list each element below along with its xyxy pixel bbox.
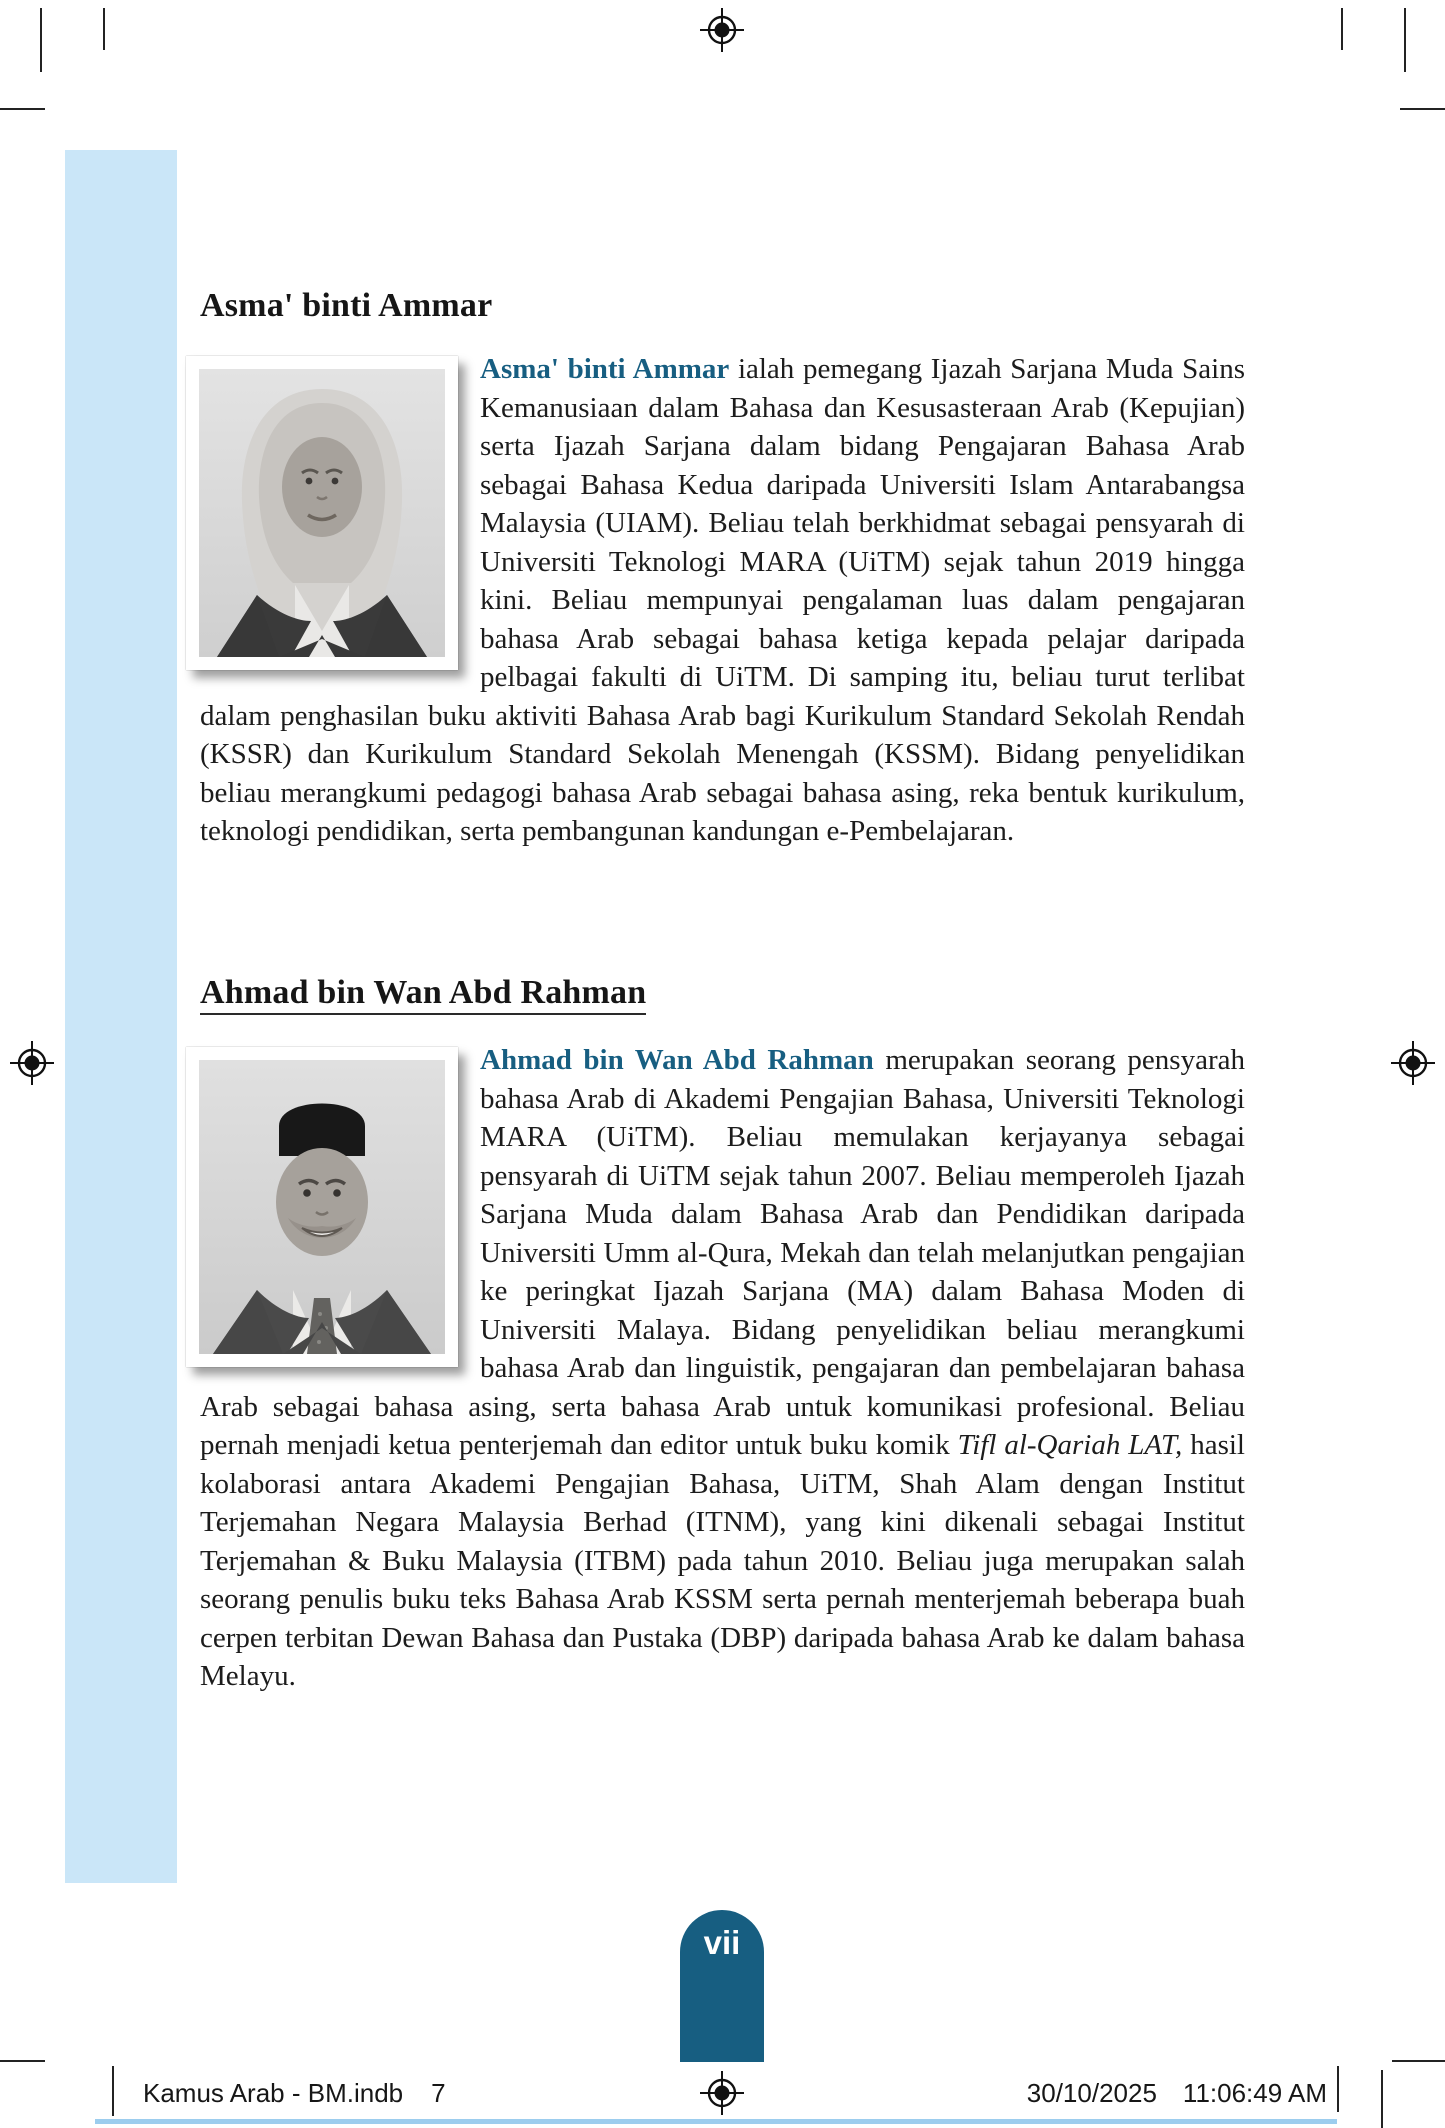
- author-name-inline: Asma' binti Ammar: [480, 353, 730, 385]
- crop-mark: [1392, 2060, 1445, 2062]
- crop-mark: [1341, 8, 1343, 50]
- registration-mark-icon: [10, 1041, 54, 1085]
- footer-datetime: [1027, 2078, 1327, 2109]
- bio-body: [200, 350, 1245, 851]
- author-photo: [186, 356, 458, 670]
- crop-mark: [0, 2060, 45, 2062]
- bio-text-pre: merupakan seorang pensyarah bahasa Arab di Akademi Pengajian Bahasa, Universiti Teknologi MARA (UiTM). Beliau memulakan kerjayanya sebagai pensyarah di UiTM sejak tahun 2007. Beliau memperoleh Ijazah Sarjana Muda dalam Bahasa Arab dan Pendidikan daripada Universiti Umm al-Qura, Mekah dan telah melanjutkan pengajian ke peringkat Ijazah Sarjana (MA) dalam Bahasa Moden di Universiti Malaya. Bidang penyelidikan beliau merangkumi bahasa Arab dan linguistik, pengajaran dan pembelajaran bahasa Arab sebagai bahasa asing, serta bahasa Arab untuk komunikasi profesional. Beliau pernah menjadi ketua penterjemah dan editor untuk buku komik: [200, 1044, 1245, 1461]
- footer-file-info: [143, 2078, 446, 2109]
- footer-time: 11:06:49 AM: [1182, 2078, 1327, 2108]
- left-decorative-band: [65, 150, 177, 1883]
- crop-mark: [1381, 2070, 1383, 2128]
- author-photo: [186, 1047, 458, 1367]
- crop-mark: [1337, 2066, 1339, 2112]
- page-number: vii: [703, 1924, 741, 1961]
- bio-text-post: hasil kolaborasi antara Akademi Pengajian Bahasa, UiTM, Shah Alam dengan Institut Terjemahan Negara Malaysia Berhad (ITNM), yang kini dikenali sebagai Institut Terjemahan & Buku Malaysia (ITBM) pada tahun 2010. Beliau juga merupakan salah seorang penulis buku teks Bahasa Arab KSSM serta pernah menterjemah beberapa buah cerpen terbitan Dewan Bahasa dan Pustaka (DBP) daripada bahasa Arab ke dalam bahasa Melayu.: [200, 1429, 1245, 1692]
- crop-mark: [112, 2066, 114, 2116]
- author-bio-ahmad: [200, 975, 1245, 1696]
- bio-body: [200, 1041, 1245, 1696]
- crop-mark: [1404, 8, 1406, 72]
- bottom-decorative-rule: [95, 2119, 1337, 2124]
- registration-mark-icon: [1391, 1041, 1435, 1085]
- bio-text: ialah pemegang Ijazah Sarjana Muda Sains Kemanusiaan dalam Bahasa dan Kesusasteraan Arab (Kepujian) serta Ijazah Sarjana dalam bidang Pengajaran Bahasa Arab sebagai Bahasa Kedua daripada Universiti Islam Antarabangsa Malaysia (UIAM). Beliau telah berkhidmat sebagai pensyarah di Universiti Teknologi MARA (UiTM) sejak tahun 2019 hingga kini. Beliau mempunyai pengalaman luas dalam pengajaran bahasa Arab sebagai bahasa ketiga kepada pelajar daripada pelbagai fakulti di UiTM. Di samping itu, beliau turut terlibat dalam penghasilan buku aktiviti Bahasa Arab bagi Kurikulum Standard Sekolah Rendah (KSSR) dan Kurikulum Standard Sekolah Menengah (KSSM). Bidang penyelidikan beliau merangkumi pedagogi bahasa Arab sebagai bahasa asing, reka bentuk kurikulum, teknologi pendidikan, serta pembangunan kandungan e-Pembelajaran.: [200, 353, 1245, 847]
- crop-mark: [0, 108, 45, 110]
- footer-date: 30/10/2025: [1026, 2078, 1157, 2108]
- registration-mark-icon: [700, 8, 744, 52]
- author-name-inline: Ahmad bin Wan Abd Rahman: [480, 1044, 874, 1076]
- registration-mark-icon: [700, 2071, 744, 2115]
- crop-mark: [103, 8, 105, 50]
- crop-mark: [1400, 108, 1445, 110]
- page-number-tab: [680, 1910, 764, 2062]
- author-bio-asma: [200, 288, 1245, 851]
- footer-file-name: Kamus Arab - BM.indb: [143, 2078, 404, 2108]
- crop-mark: [40, 8, 42, 72]
- footer-file-page: 7: [431, 2078, 446, 2108]
- bio-heading: Asma' binti Ammar: [200, 287, 493, 324]
- book-title-italic: Tifl al-Qariah LAT,: [957, 1429, 1183, 1461]
- bio-heading: Ahmad bin Wan Abd Rahman: [200, 975, 646, 1015]
